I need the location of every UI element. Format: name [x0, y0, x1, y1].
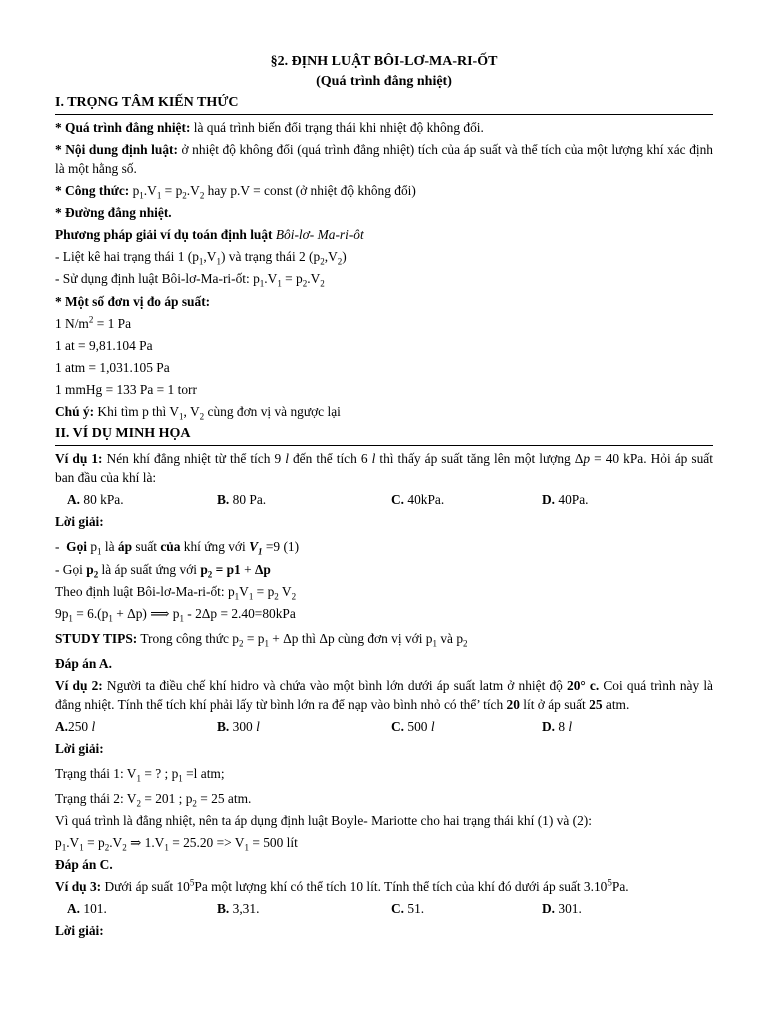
option-a: A. 101.	[67, 901, 107, 916]
para-cong-thuc: * Công thức: $p_1.V_1 = p_2.V_2$ hay p.V = const (ở nhiệt độ không đổi)	[55, 183, 416, 201]
para-duong-dang-nhiet: * Đường đẳng nhiệt.	[55, 205, 172, 220]
example-1-step-3: Theo định luật Bôi-lơ-Ma-ri-ốt: $p_1V_1 = p_2$ $V_2$	[55, 584, 297, 602]
example-2-state-2: Trạng thái 2: $V_2 = 201$ ; $p_2 = 25$ atm.	[55, 791, 252, 809]
para-phuong-phap: Phương pháp giải ví dụ toán định luật Bôi-lơ- Ma-ri-ôt	[55, 227, 364, 242]
example-3-options	[55, 899, 713, 918]
example-1-study-tips: STUDY TIPS: Trong công thức $p_2 = p_1 + \Delta p$ thì Δp cùng đơn vị với $p_1$ và $p_2$	[55, 631, 468, 649]
example-1-answer: Đáp án A.	[55, 656, 112, 671]
example-2-solution-label: Lời giải:	[55, 741, 104, 756]
option-c: C. 51.	[391, 901, 425, 916]
para-qua-trinh: * Quá trình đẳng nhiệt: là quá trình biến đổi trạng thái khi nhiệt độ không đổi.	[55, 120, 484, 135]
page-subtitle: (Quá trình đẳng nhiệt)	[316, 74, 452, 89]
example-2-question: Ví dụ 2: Người ta điều chế khí hidro và chứa vào một bình lớn dưới áp suất latm ở nhiệt độ 20° c. Coi quá trình này là đẳng nhiệt. Tính thể tích khí phải lấy từ bình lớn ra để nạp vào bình nhỏ có thể’ tích 20 lít ở áp suất 25 atm.	[55, 678, 713, 712]
unit-line-4: 1 mmHg = 133 Pa = 1 torr	[55, 382, 197, 397]
example-2-step-3: Vì quá trình là đẳng nhiệt, nên ta áp dụng định luật Boyle- Mariotte cho hai trạng thái khí (1) và (2):	[55, 813, 592, 828]
option-c: C. 40kPa.	[391, 492, 445, 507]
option-c: C. 500 l	[391, 719, 435, 734]
example-2-step-4: $p_1.V_1 = p_2.V_2$ ⇒ $1.V_1 = 25.20 => V_1 = 500$ lít	[55, 835, 298, 853]
option-d: D. 8 l	[542, 719, 573, 734]
example-1-question: Ví dụ 1: Nén khí đẳng nhiệt từ thể tích 9 l đến thể tích 6 l thì thấy áp suất tăng lên một lượng Δp = 40 kPa. Hỏi áp suất ban đầu của khí là:	[55, 451, 713, 485]
section-heading-2: II. VÍ DỤ MINH HỌA	[55, 424, 713, 446]
example-1-options	[55, 490, 713, 509]
unit-line-3: 1 atm = 1,031.105 Pa	[55, 360, 170, 375]
example-1-solution-label: Lời giải:	[55, 514, 104, 529]
page-title: §2. ĐỊNH LUẬT BÔI-LƠ-MA-RI-ỐT	[270, 54, 498, 69]
example-1-step-2: - Gọi $p_2$ là áp suất ứng với $p_2 = p1 + \Delta p$	[55, 562, 271, 580]
example-3-question: Ví dụ 3: Dưới áp suất $10^5Pa$ một lượng khí có thể tích 10 lít. Tính thể tích của khí đó dưới áp suất 3.10$^5$Pa.	[55, 877, 629, 894]
option-b: B. 3,31.	[217, 901, 260, 916]
units-heading: * Một số đơn vị đo áp suất:	[55, 294, 211, 309]
option-d: D. 301.	[542, 901, 582, 916]
example-1-step-1: - Gọi $p_1$ là áp suất của khí ứng với $V_1 =9$ (1)	[55, 539, 300, 557]
unit-line-2: 1 at = 9,81.104 Pa	[55, 338, 153, 353]
example-3-solution-label: Lời giải:	[55, 923, 104, 938]
example-2-answer: Đáp án C.	[55, 857, 113, 872]
example-1-step-4: $9p_1 = 6.(p_1 + \Delta p)$ ⟹ $p_1 - 2\Delta p = 2.40=80kPa$	[55, 606, 296, 624]
example-2-state-1: Trạng thái 1: $V_1$ = ? ; $p_1 =l$ atm;	[55, 766, 225, 784]
option-b: B. 300 l	[217, 719, 260, 734]
option-a: A. 80 kPa.	[67, 492, 124, 507]
example-2-options	[55, 717, 713, 736]
option-d: D. 40Pa.	[542, 492, 589, 507]
section-heading-1: I. TRỌNG TÂM KIẾN THỨC	[55, 93, 713, 115]
para-liet-ke: - Liệt kê hai trạng thái 1 $(p_1,V_1)$ và trạng thái 2 $(p_2,V_2)$	[55, 249, 347, 267]
option-a: A.250 l	[55, 719, 96, 734]
para-chu-y: Chú ý: Khi tìm p thì $V_1$, $V_2$ cùng đơn vị và ngược lại	[55, 404, 341, 422]
unit-line-1: 1 $N/m^2 = 1$ Pa	[55, 314, 132, 331]
para-noi-dung: * Nội dung định luật: ở nhiệt độ không đổi (quá trình đẳng nhiệt) tích của áp suất và thể tích của một lượng khí xác định là một hằng số.	[55, 142, 713, 176]
para-su-dung: - Sử dụng định luật Bôi-lơ-Ma-ri-ốt: $p_1.V_1 = p_2.V_2$	[55, 271, 325, 289]
document-page	[55, 52, 713, 943]
option-b: B. 80 Pa.	[217, 492, 267, 507]
